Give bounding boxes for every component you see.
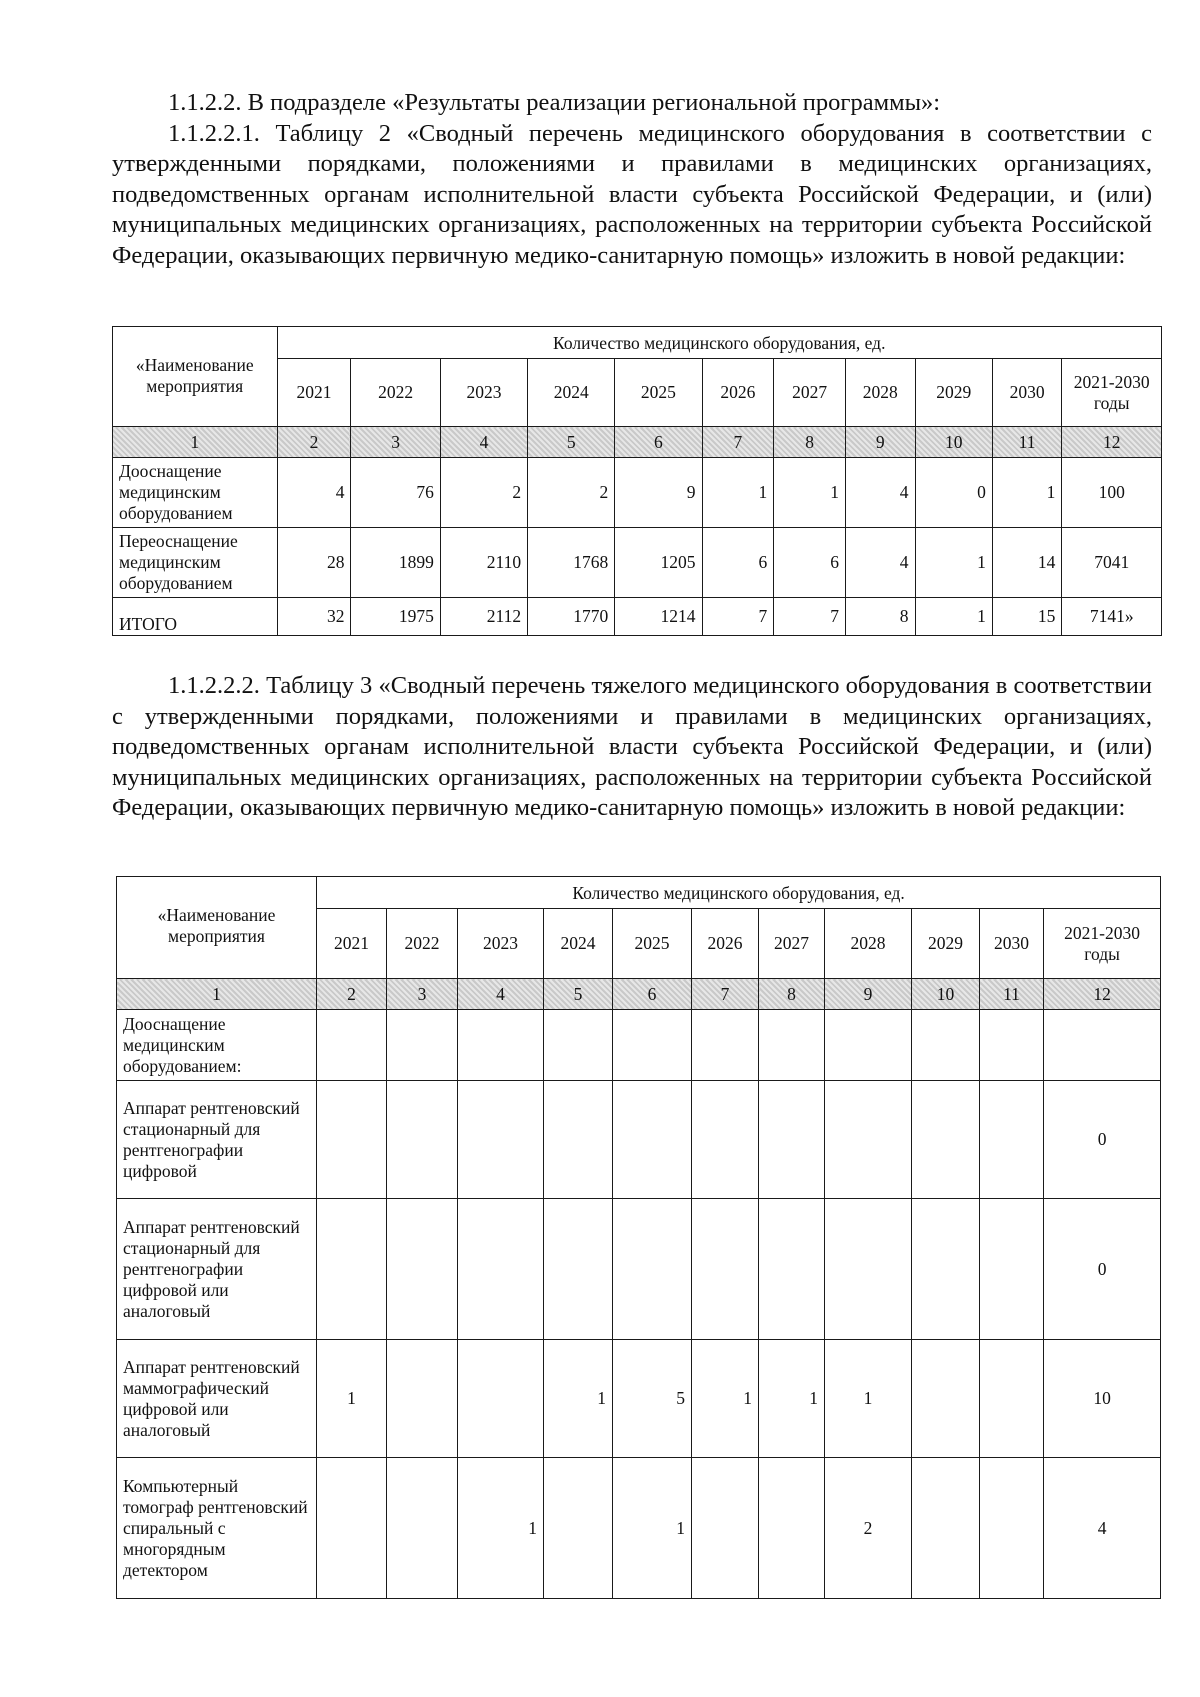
- cell-value: 5: [613, 1340, 692, 1458]
- column-index: 5: [528, 427, 615, 458]
- cell-value: [387, 1458, 458, 1599]
- column-index: 1: [113, 427, 278, 458]
- row-name: Аппарат рентгеновский стационарный для рентгенографии цифровой: [117, 1081, 317, 1199]
- cell-value: [912, 1458, 980, 1599]
- cell-value: [825, 1010, 912, 1081]
- year-header: 2023: [458, 909, 544, 979]
- cell-value: 1770: [528, 598, 615, 636]
- cell-value: [613, 1010, 692, 1081]
- cell-value: 1: [458, 1458, 544, 1599]
- cell-value: [544, 1081, 613, 1199]
- cell-value: 1899: [351, 528, 440, 598]
- column-index: 3: [351, 427, 440, 458]
- group-header: Количество медицинского оборудования, ед.: [277, 327, 1162, 359]
- cell-value: [692, 1458, 759, 1599]
- year-header: 2030: [992, 359, 1062, 427]
- cell-value: [692, 1081, 759, 1199]
- table-row: [117, 1340, 1161, 1458]
- cell-value: 28: [277, 528, 351, 598]
- cell-value: 6: [774, 528, 846, 598]
- row-total: 7141»: [1062, 598, 1162, 636]
- cell-value: [387, 1081, 458, 1199]
- cell-value: 1: [774, 458, 846, 528]
- column-index: 1: [117, 979, 317, 1010]
- cell-value: [458, 1081, 544, 1199]
- cell-value: 14: [992, 528, 1062, 598]
- year-header: 2028: [846, 359, 916, 427]
- section-2-paragraph: 1.1.2.2.2. Таблицу 3 «Сводный перечень тяжелого медицинского оборудования в соответствии с утвержденными порядками, положениями и правилами в медицинских организациях, подведомственных органам исполнительной власти субъекта Российской Федерации, и (или) муниципальных медицинских организациях, расположенных на территории субъекта Российской Федерации, оказывающих первичную медико-санитарную помощь» изложить в новой редакции:: [112, 672, 1152, 821]
- cell-value: [759, 1081, 825, 1199]
- cell-value: 4: [277, 458, 351, 528]
- cell-value: [387, 1340, 458, 1458]
- cell-value: 15: [992, 598, 1062, 636]
- year-header: 2029: [915, 359, 992, 427]
- cell-value: 1: [759, 1340, 825, 1458]
- column-index: 7: [702, 427, 774, 458]
- year-header: 2022: [351, 359, 440, 427]
- column-index: 9: [825, 979, 912, 1010]
- column-index: 12: [1062, 427, 1162, 458]
- table-row: [117, 1010, 1161, 1081]
- cell-value: 1: [825, 1340, 912, 1458]
- column-index: 5: [544, 979, 613, 1010]
- cell-value: 2: [825, 1458, 912, 1599]
- cell-value: 2: [440, 458, 527, 528]
- year-header: 2024: [528, 359, 615, 427]
- table-total-row: [113, 598, 1162, 636]
- cell-value: 6: [702, 528, 774, 598]
- cell-value: [458, 1010, 544, 1081]
- table-header-row: [117, 877, 1161, 909]
- cell-value: 4: [846, 458, 916, 528]
- cell-value: [317, 1081, 387, 1199]
- column-index: 11: [992, 427, 1062, 458]
- intro-section: [112, 88, 1152, 271]
- row-total: 4: [1044, 1458, 1161, 1599]
- year-header: 2026: [692, 909, 759, 979]
- cell-value: 8: [846, 598, 916, 636]
- column-index: 10: [915, 427, 992, 458]
- table-row: [113, 458, 1162, 528]
- row-name: ИТОГО: [113, 598, 278, 636]
- column-index: 2: [277, 427, 351, 458]
- row-name: Дооснащение медицинским оборудованием: [113, 458, 278, 528]
- cell-value: 4: [846, 528, 916, 598]
- cell-value: 1: [915, 598, 992, 636]
- cell-value: [613, 1199, 692, 1340]
- row-total: 100: [1062, 458, 1162, 528]
- cell-value: 0: [915, 458, 992, 528]
- table-2: [112, 326, 1162, 636]
- cell-value: [387, 1199, 458, 1340]
- cell-value: [317, 1199, 387, 1340]
- column-index: 2: [317, 979, 387, 1010]
- cell-value: 1: [544, 1340, 613, 1458]
- column-index: 6: [613, 979, 692, 1010]
- cell-value: [980, 1458, 1044, 1599]
- intro-line: 1.1.2.2. В подразделе «Результаты реализации региональной программы»:: [168, 89, 941, 116]
- year-header: 2028: [825, 909, 912, 979]
- cell-value: 76: [351, 458, 440, 528]
- row-name: Переоснащение медицинским оборудованием: [113, 528, 278, 598]
- cell-value: [544, 1199, 613, 1340]
- column-index: 10: [912, 979, 980, 1010]
- cell-value: [912, 1199, 980, 1340]
- cell-value: 1975: [351, 598, 440, 636]
- cell-value: 1: [992, 458, 1062, 528]
- column-index: 8: [759, 979, 825, 1010]
- cell-value: 2110: [440, 528, 527, 598]
- year-header: 2027: [759, 909, 825, 979]
- cell-value: [692, 1199, 759, 1340]
- cell-value: 1: [692, 1340, 759, 1458]
- cell-value: [458, 1199, 544, 1340]
- row-name: Аппарат рентгеновский стационарный для рентгенографии цифровой или аналоговый: [117, 1199, 317, 1340]
- year-header: 2029: [912, 909, 980, 979]
- cell-value: [544, 1458, 613, 1599]
- cell-value: 2112: [440, 598, 527, 636]
- table-row: [117, 1458, 1161, 1599]
- cell-value: [759, 1458, 825, 1599]
- column-header-name: «Наименование мероприятия: [117, 877, 317, 979]
- column-index-row: [117, 979, 1161, 1010]
- cell-value: [825, 1081, 912, 1199]
- cell-value: [317, 1010, 387, 1081]
- cell-value: 1: [613, 1458, 692, 1599]
- year-header: 2027: [774, 359, 846, 427]
- table-3: [116, 876, 1161, 1599]
- cell-value: [317, 1458, 387, 1599]
- cell-value: [912, 1010, 980, 1081]
- cell-value: [980, 1199, 1044, 1340]
- cell-value: 9: [615, 458, 702, 528]
- row-total: 10: [1044, 1340, 1161, 1458]
- cell-value: [613, 1081, 692, 1199]
- cell-value: [912, 1340, 980, 1458]
- row-total: 0: [1044, 1199, 1161, 1340]
- column-index: 4: [440, 427, 527, 458]
- total-header: 2021-2030 годы: [1062, 359, 1162, 427]
- cell-value: [387, 1010, 458, 1081]
- year-header: 2030: [980, 909, 1044, 979]
- cell-value: [980, 1010, 1044, 1081]
- year-header: 2025: [615, 359, 702, 427]
- total-header: 2021-2030 годы: [1044, 909, 1161, 979]
- year-header: 2024: [544, 909, 613, 979]
- column-index-row: [113, 427, 1162, 458]
- cell-value: 7: [774, 598, 846, 636]
- year-header: 2021: [277, 359, 351, 427]
- row-total: 7041: [1062, 528, 1162, 598]
- cell-value: [544, 1010, 613, 1081]
- cell-value: 1: [702, 458, 774, 528]
- year-header: 2026: [702, 359, 774, 427]
- cell-value: 32: [277, 598, 351, 636]
- year-header: 2025: [613, 909, 692, 979]
- cell-value: [692, 1010, 759, 1081]
- year-header: 2021: [317, 909, 387, 979]
- cell-value: [912, 1081, 980, 1199]
- column-index: 8: [774, 427, 846, 458]
- row-total: 0: [1044, 1081, 1161, 1199]
- table-row: [113, 528, 1162, 598]
- cell-value: 1214: [615, 598, 702, 636]
- column-index: 3: [387, 979, 458, 1010]
- cell-value: 2: [528, 458, 615, 528]
- row-name: Аппарат рентгеновский маммографический цифровой или аналоговый: [117, 1340, 317, 1458]
- cell-value: 7: [702, 598, 774, 636]
- intro-paragraph: 1.1.2.2.1. Таблицу 2 «Сводный перечень медицинского оборудования в соответствии с утвержденными порядками, положениями и правилами в медицинских организациях, подведомственных органам исполнительной власти субъекта Российской Федерации, и (или) муниципальных медицинских организациях, расположенных на территории субъекта Российской Федерации, оказывающих первичную медико-санитарную помощь» изложить в новой редакции:: [112, 119, 1152, 269]
- row-name: Дооснащение медицинским оборудованием:: [117, 1010, 317, 1081]
- column-index: 11: [980, 979, 1044, 1010]
- column-index: 4: [458, 979, 544, 1010]
- year-header: 2022: [387, 909, 458, 979]
- cell-value: 1: [915, 528, 992, 598]
- cell-value: [980, 1081, 1044, 1199]
- group-header: Количество медицинского оборудования, ед.: [317, 877, 1161, 909]
- column-index: 6: [615, 427, 702, 458]
- column-index: 7: [692, 979, 759, 1010]
- table-row: [117, 1081, 1161, 1199]
- table-header-row: [113, 327, 1162, 359]
- column-index: 9: [846, 427, 916, 458]
- cell-value: [759, 1199, 825, 1340]
- cell-value: [980, 1340, 1044, 1458]
- table-row: [117, 1199, 1161, 1340]
- column-index: 12: [1044, 979, 1161, 1010]
- cell-value: 1: [317, 1340, 387, 1458]
- cell-value: 1205: [615, 528, 702, 598]
- cell-value: [458, 1340, 544, 1458]
- cell-value: 1768: [528, 528, 615, 598]
- row-name: Компьютерный томограф рентгеновский спиральный с многорядным детектором: [117, 1458, 317, 1599]
- row-total: [1044, 1010, 1161, 1081]
- column-header-name: «Наименование мероприятия: [113, 327, 278, 427]
- cell-value: [825, 1199, 912, 1340]
- cell-value: [759, 1010, 825, 1081]
- year-header: 2023: [440, 359, 527, 427]
